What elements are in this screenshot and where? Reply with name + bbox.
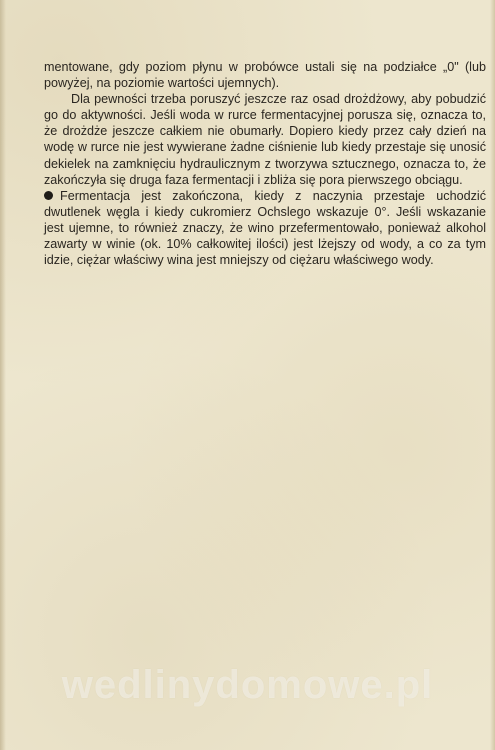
paragraph-yeast-check: Dla pewności trzeba poruszyć jeszcze raz osad drożdżowy, aby pobudzić go do aktywności. Jeśli woda w rurce fermentacyjnej porusza się, oznacza to, że drożdże jeszcze całkiem nie obumarły. Dopiero kiedy przez cały dzień na wodę w rurce nie jest wywierane żadne ciśnienie lub kiedy przestaje się unosić dekielek na zamknięciu hydraulicznym z tworzywa sztucznego, oznacza to, że zakończyła się druga faza fermentacji i zbliża się pora pierwszego obciągu. — [44, 92, 486, 187]
paragraph-fermentation-end — [44, 188, 486, 268]
page-edge-right — [490, 0, 495, 750]
body-text — [44, 59, 486, 268]
paragraph-continuation: mentowane, gdy poziom płynu w probówce ustali się na podziałce „0" (lub powyżej, na poziomie wartości ujemnych). — [44, 60, 486, 91]
page-edge-left — [0, 0, 6, 750]
bullet-icon — [44, 191, 53, 200]
watermark: wedlinydomowe.pl — [61, 663, 434, 707]
paragraph-fermentation-end-text: Fermentacja jest zakończona, kiedy z naczynia przestaje uchodzić dwutlenek węgla i kiedy cukromierz Ochslego wskazuje 0°. Jeśli wskazanie jest ujemne, to również znaczy, że wino przefermentowało, ponieważ alkohol zawarty w winie (ok. 10% całkowitej ilości) jest lżejszy od wody, a co za tym idzie, ciężar właściwy wina jest mniejszy od ciężaru właściwego wody. — [44, 188, 486, 268]
